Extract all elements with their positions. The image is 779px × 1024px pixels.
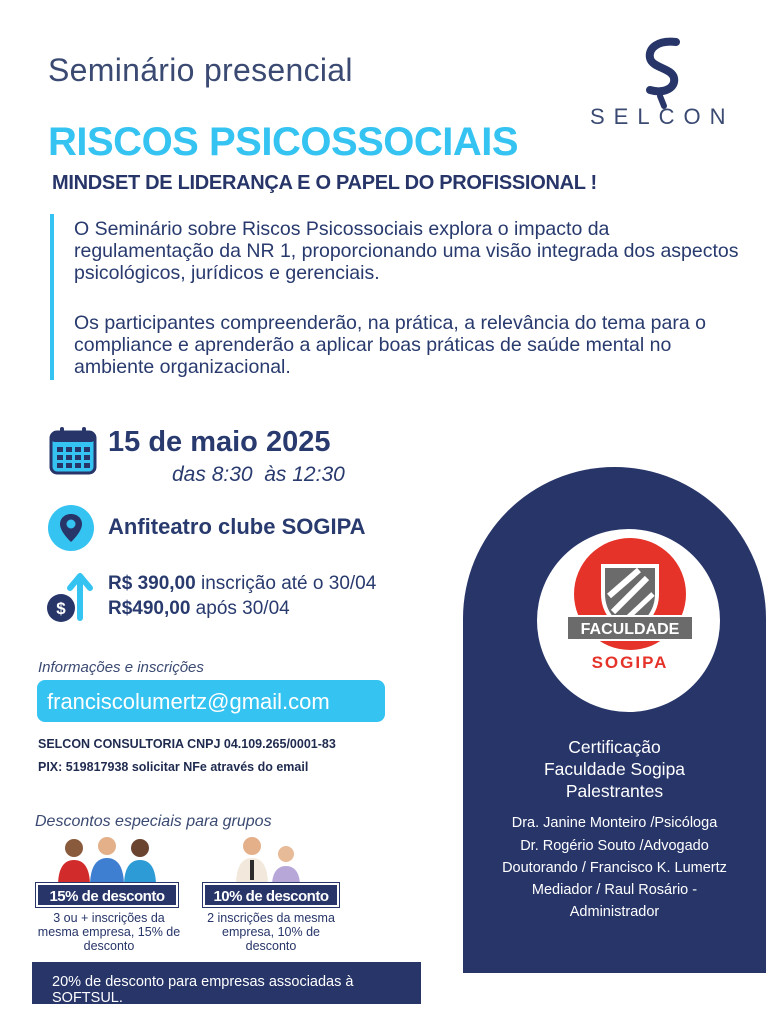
calendar-icon [48,426,98,476]
speaker-item: Administrador [569,904,660,920]
discounts-title: Descontos especiais para grupos [35,813,272,830]
speaker-item: Doutorando / Francisco K. Lumertz [502,860,727,876]
description-paragraph-1: O Seminário sobre Riscos Psicossociais explora o impacto da regulamentação da NR 1, proporcionando uma visão integrada dos aspectos psicológicos, jurídicos e gerenciais. [74,218,739,284]
event-type: Seminário presencial [48,52,353,88]
event-location: Anfiteatro clube SOGIPA [108,514,366,539]
event-date: 15 de maio 2025 [108,426,331,458]
price-late: R$490,00 após 30/04 [108,598,290,619]
discount-badge-10: 10% de desconto [203,883,339,907]
speakers-label: Palestrantes [565,781,664,801]
certification-institution: Faculdade Sogipa [543,759,686,779]
group-of-three-icon [52,836,162,886]
company-cnpj: SELCON CONSULTORIA CNPJ 04.109.265/0001-83 [38,737,336,751]
discount-note-15: 3 ou + inscrições da mesma empresa, 15% de desconto [37,911,181,953]
speaker-item: Dr. Rogério Souto /Advogado [520,838,709,854]
brand-name: SELCON [590,104,735,129]
description-paragraph-2: Os participantes compreenderão, na prática, a relevância do tema para o compliance e aprenderão a aplicar boas práticas de saúde mental no ambiente organizacional. [74,312,706,378]
email-link[interactable]: franciscolumertz@gmail.com [37,680,385,722]
discount-badge-15: 15% de desconto [36,883,178,907]
info-label: Informações e inscrições [38,659,204,676]
group-of-two-icon [228,836,308,886]
price-early: R$ 390,00 inscrição até o 30/04 [108,573,377,594]
speaker-item: Mediador / Raul Rosário - [531,882,698,898]
event-time: das 8:30 às 12:30 [172,463,345,486]
svg-text:$: $ [56,599,66,618]
certification-label: Certificação [568,737,661,757]
main-title: RISCOS PSICOSSOCIAIS [48,120,519,164]
discount-note-10: 2 inscrições da mesma empresa, 10% de desconto [207,911,335,953]
speaker-item: Dra. Janine Monteiro /Psicóloga [511,815,718,831]
faculdade-sogipa-logo [555,532,705,682]
softsul-discount-bar: 20% de desconto para empresas associadas à SOFTSUL. [32,962,421,1004]
location-pin-icon [48,505,94,551]
main-tagline: MINDSET DE LIDERANÇA E O PAPEL DO PROFISSIONAL ! [52,172,597,194]
logo-sub: SOGIPA [591,653,669,672]
description-accent-bar [50,214,54,380]
logo-word: FACULDADE [580,621,680,638]
price-increase-icon [44,570,98,624]
pix-info: PIX: 519817938 solicitar NFe através do email [38,760,309,774]
